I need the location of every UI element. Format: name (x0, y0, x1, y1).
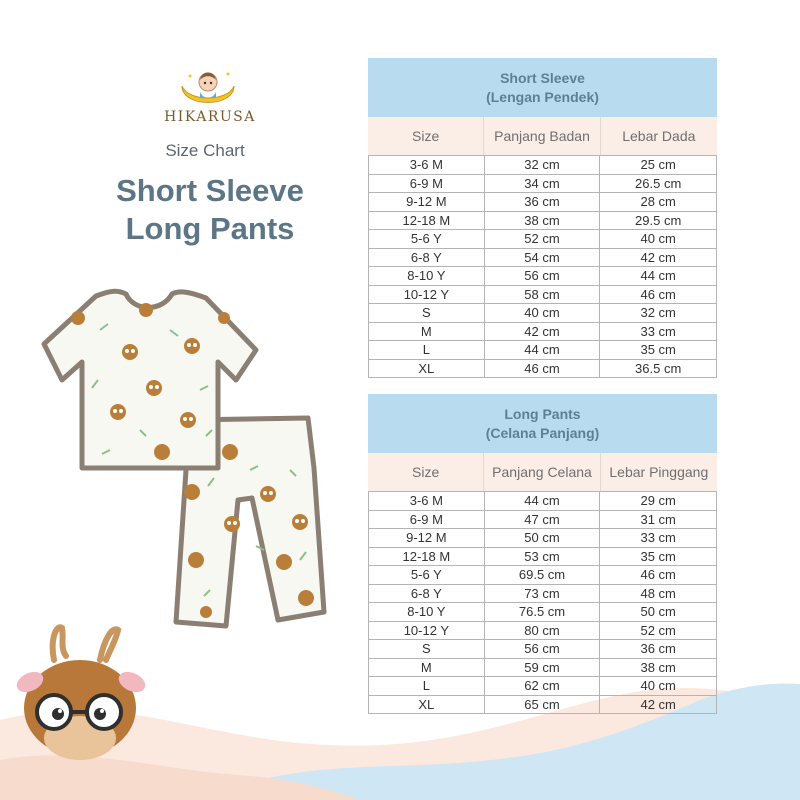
size-cell: L (369, 341, 485, 359)
length-cell: 52 cm (485, 230, 601, 248)
size-cell: XL (369, 360, 485, 378)
table-row (369, 285, 716, 304)
length-cell: 62 cm (485, 677, 601, 695)
size-cell: XL (369, 696, 485, 714)
length-cell: 40 cm (485, 304, 601, 322)
size-cell: 8-10 Y (369, 603, 485, 621)
length-cell: 53 cm (485, 548, 601, 566)
column-header-size: Size (368, 117, 484, 155)
table-row (369, 229, 716, 248)
length-cell: 59 cm (485, 659, 601, 677)
length-cell: 44 cm (485, 492, 601, 510)
width-cell: 48 cm (640, 585, 676, 601)
short-sleeve-rows (368, 155, 717, 378)
width-cell: 46 cm (640, 286, 676, 302)
brand-name: HIKARUSA (164, 109, 256, 125)
table-row (369, 359, 716, 378)
table-row (369, 303, 716, 322)
short-sleeve-column-headers (368, 117, 717, 155)
width-cell: 40 cm (640, 678, 676, 694)
width-cell: 29 cm (640, 493, 676, 509)
table-row (369, 174, 716, 193)
table-row (369, 491, 716, 510)
size-cell: 12-18 M (369, 212, 485, 230)
table-row (369, 510, 716, 529)
width-cell: 36.5 cm (635, 360, 682, 376)
size-cell: 12-18 M (369, 548, 485, 566)
length-cell: 50 cm (485, 529, 601, 547)
size-cell: L (369, 677, 485, 695)
size-cell: M (369, 659, 485, 677)
width-cell: 42 cm (640, 249, 676, 265)
width-cell: 29.5 cm (635, 212, 682, 228)
size-cell: 6-9 M (369, 511, 485, 529)
column-header-body-length: Panjang Badan (484, 117, 600, 155)
width-cell: 25 cm (640, 157, 676, 173)
table-row (369, 658, 716, 677)
table-row (369, 695, 716, 714)
length-cell: 36 cm (485, 193, 601, 211)
width-cell: 31 cm (640, 511, 676, 527)
width-cell: 38 cm (640, 659, 676, 675)
table-row (369, 584, 716, 603)
length-cell: 38 cm (485, 212, 601, 230)
length-cell: 42 cm (485, 323, 601, 341)
length-cell: 69.5 cm (485, 566, 601, 584)
width-cell: 50 cm (640, 604, 676, 620)
width-cell: 52 cm (640, 622, 676, 638)
size-cell: 5-6 Y (369, 566, 485, 584)
long-pants-column-headers (368, 453, 717, 491)
width-cell: 32 cm (640, 305, 676, 321)
length-cell: 56 cm (485, 640, 601, 658)
table-row (369, 676, 716, 695)
table-row (369, 621, 716, 640)
width-cell: 35 cm (640, 342, 676, 358)
length-cell: 80 cm (485, 622, 601, 640)
table-row (369, 192, 716, 211)
size-cell: 6-8 Y (369, 585, 485, 603)
width-cell: 28 cm (640, 194, 676, 210)
size-cell: 9-12 M (369, 529, 485, 547)
length-cell: 65 cm (485, 696, 601, 714)
table-row (369, 565, 716, 584)
width-cell: 35 cm (640, 548, 676, 564)
width-cell: 44 cm (640, 268, 676, 284)
width-cell: 40 cm (640, 231, 676, 247)
long-pants-rows (368, 491, 717, 714)
length-cell: 34 cm (485, 175, 601, 193)
long-pants-heading: Long Pants (504, 405, 581, 422)
size-cell: 5-6 Y (369, 230, 485, 248)
table-row (369, 340, 716, 359)
size-cell: 10-12 Y (369, 622, 485, 640)
table-row (369, 211, 716, 230)
length-cell: 73 cm (485, 585, 601, 603)
size-cell: 6-9 M (369, 175, 485, 193)
length-cell: 56 cm (485, 267, 601, 285)
column-header-pants-length: Panjang Celana (484, 453, 600, 491)
table-row (369, 602, 716, 621)
size-cell: 8-10 Y (369, 267, 485, 285)
size-cell: 3-6 M (369, 492, 485, 510)
size-cell: 6-8 Y (369, 249, 485, 267)
long-pants-table-header (368, 394, 717, 453)
table-row (369, 322, 716, 341)
size-cell: S (369, 304, 485, 322)
column-header-size: Size (368, 453, 484, 491)
width-cell: 26.5 cm (635, 175, 682, 191)
table-row (369, 266, 716, 285)
table-row (369, 547, 716, 566)
table-row (369, 528, 716, 547)
length-cell: 46 cm (485, 360, 601, 378)
short-sleeve-subheading: (Lengan Pendek) (486, 88, 599, 105)
width-cell: 42 cm (640, 696, 676, 712)
long-pants-table (368, 394, 717, 714)
width-cell: 33 cm (640, 530, 676, 546)
width-cell: 46 cm (640, 567, 676, 583)
size-cell: 9-12 M (369, 193, 485, 211)
title-line-2: Long Pants (125, 211, 295, 246)
size-cell: 10-12 Y (369, 286, 485, 304)
length-cell: 54 cm (485, 249, 601, 267)
size-cell: S (369, 640, 485, 658)
length-cell: 58 cm (485, 286, 601, 304)
column-header-chest-width: Lebar Dada (622, 128, 696, 144)
size-cell: 3-6 M (369, 156, 485, 174)
short-sleeve-table-header (368, 58, 717, 117)
long-pants-subheading: (Celana Panjang) (485, 424, 600, 441)
short-sleeve-table (368, 58, 717, 378)
table-row (369, 248, 716, 267)
length-cell: 47 cm (485, 511, 601, 529)
width-cell: 33 cm (640, 323, 676, 339)
column-header-waist-width: Lebar Pinggang (609, 464, 709, 480)
table-row (369, 155, 716, 174)
width-cell: 36 cm (640, 641, 676, 657)
size-cell: M (369, 323, 485, 341)
title-line-1: Short Sleeve (116, 173, 304, 208)
table-row (369, 639, 716, 658)
page-subtitle: Size Chart (165, 141, 245, 160)
length-cell: 44 cm (485, 341, 601, 359)
length-cell: 32 cm (485, 156, 601, 174)
length-cell: 76.5 cm (485, 603, 601, 621)
short-sleeve-heading: Short Sleeve (500, 69, 585, 86)
